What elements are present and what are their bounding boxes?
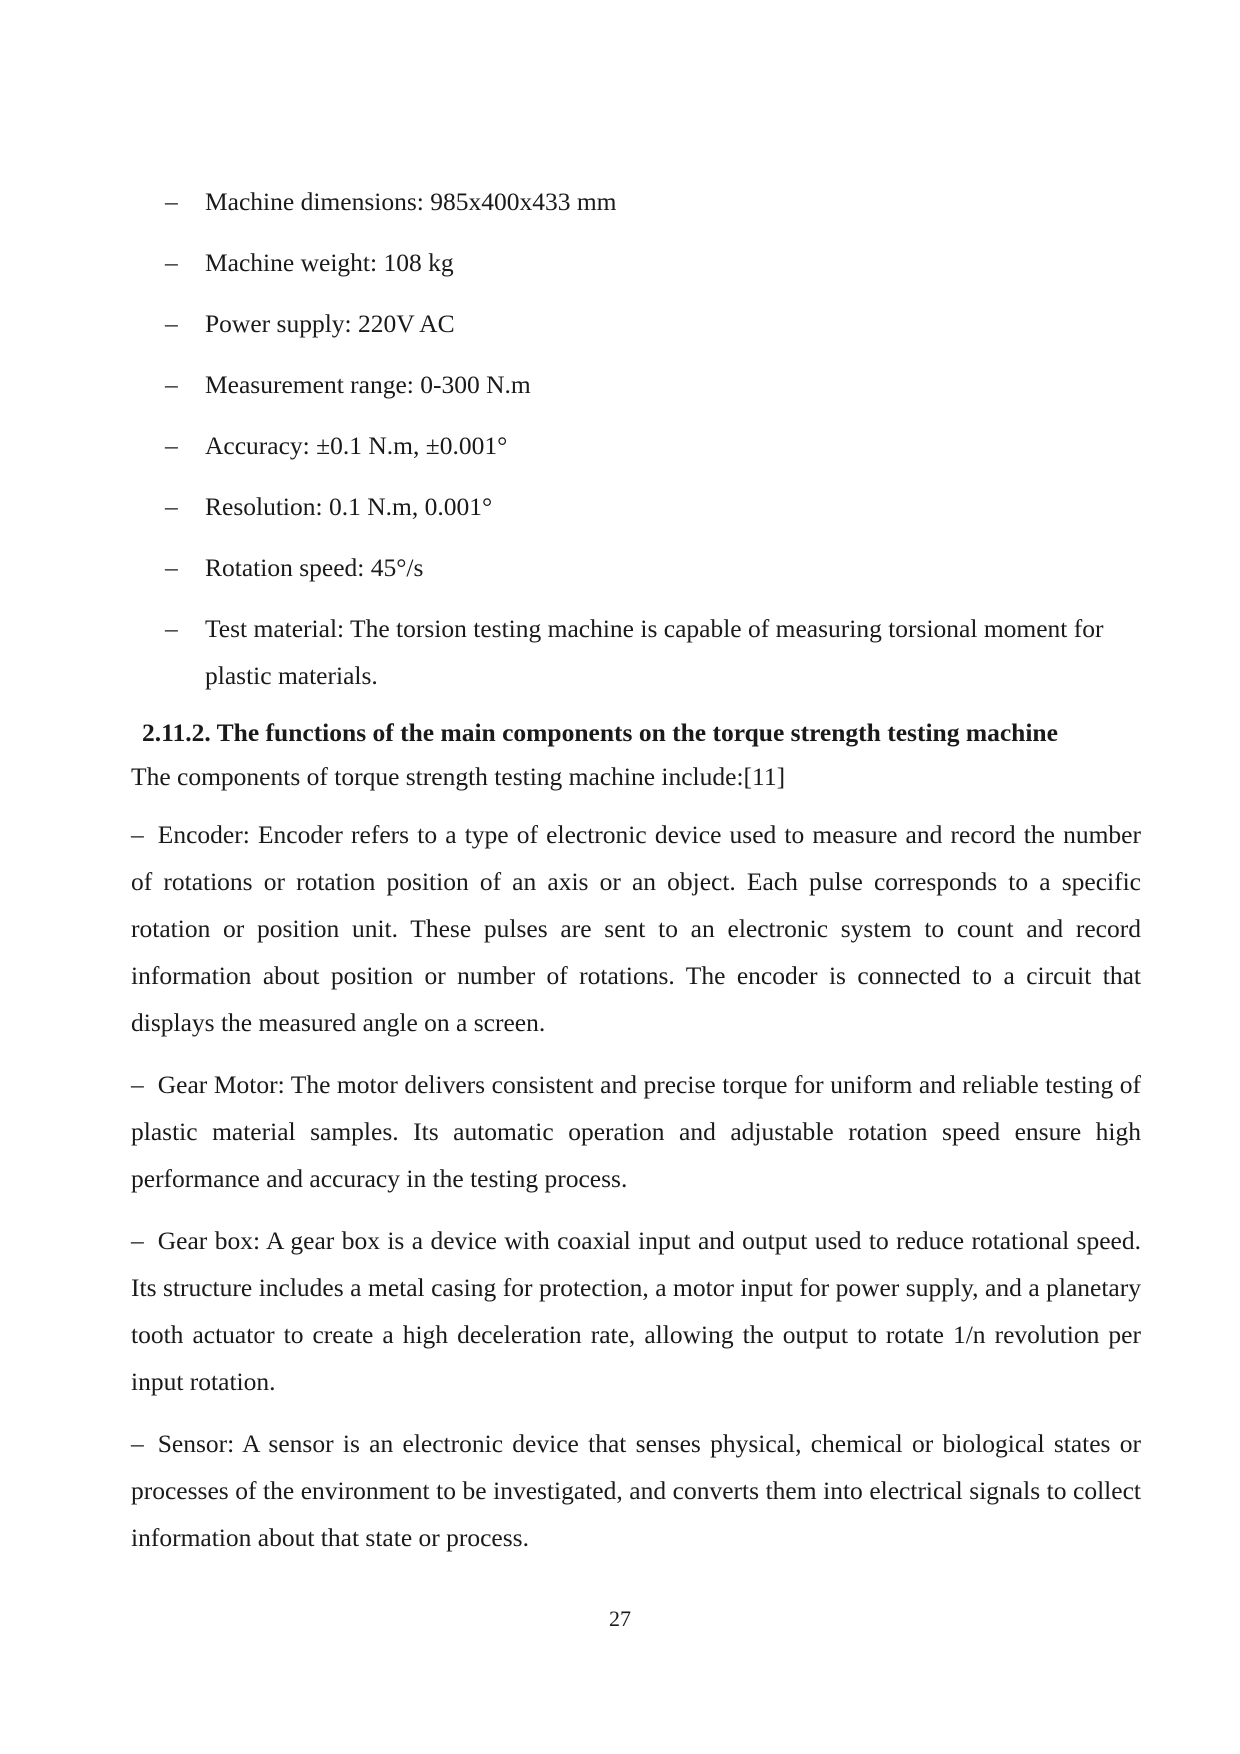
component-text: Sensor: A sensor is an electronic device that senses physical, chemical or biological states or processes of the environment to be investigated, and converts them into electrical signals to collect information about that state or process.	[131, 1429, 1141, 1552]
component-text: Encoder: Encoder refers to a type of electronic device used to measure and record the number of rotations or rotation position of an axis or an object. Each pulse corresponds to a specific rotation or position unit. These pulses are sent to an electronic system to count and record information about position or number of rotations. The encoder is connected to a circuit that displays the measured angle on a screen.	[131, 820, 1141, 1037]
spec-item-measurement-range	[165, 361, 1140, 408]
spec-item-power-supply	[165, 300, 1140, 347]
spec-item-dimensions	[165, 178, 1140, 225]
component-paragraph-sensor	[131, 1420, 1141, 1561]
spec-item-test-material	[165, 605, 1140, 699]
spec-text: Accuracy: ±0.1 N.m, ±0.001°	[205, 431, 508, 460]
list-dash: –	[165, 614, 178, 643]
specification-list	[165, 178, 1140, 713]
spec-text: Measurement range: 0-300 N.m	[205, 370, 531, 399]
list-dash: –	[165, 187, 178, 216]
list-dash: –	[165, 553, 178, 582]
component-paragraph-gear-box	[131, 1217, 1141, 1405]
spec-text: Rotation speed: 45°/s	[205, 553, 424, 582]
component-text: Gear box: A gear box is a device with coaxial input and output used to reduce rotational speed. Its structure includes a metal casing for protection, a motor input for power supply, and a planetary tooth actuator to create a high deceleration rate, allowing the output to rotate 1/n revolution per input rotation.	[131, 1226, 1141, 1396]
spec-text: Machine weight: 108 kg	[205, 248, 454, 277]
component-paragraph-encoder	[131, 811, 1141, 1046]
spec-text: Power supply: 220V AC	[205, 309, 455, 338]
list-dash: –	[165, 370, 178, 399]
component-paragraph-gear-motor	[131, 1061, 1141, 1202]
spec-item-accuracy	[165, 422, 1140, 469]
spec-text: Test material: The torsion testing machine is capable of measuring torsional moment for plastic materials.	[205, 614, 1104, 690]
list-dash: –	[165, 309, 178, 338]
section-intro: The components of torque strength testing machine include:[11]	[131, 762, 786, 791]
list-dash: –	[131, 820, 144, 849]
component-text: Gear Motor: The motor delivers consistent and precise torque for uniform and reliable testing of plastic material samples. Its automatic operation and adjustable rotation speed ensure high performance and accuracy in the testing process.	[131, 1070, 1141, 1193]
spec-item-rotation-speed	[165, 544, 1140, 591]
spec-item-resolution	[165, 483, 1140, 530]
list-dash: –	[165, 492, 178, 521]
spec-item-weight	[165, 239, 1140, 286]
spec-text: Resolution: 0.1 N.m, 0.001°	[205, 492, 493, 521]
list-dash: –	[131, 1070, 144, 1099]
list-dash: –	[165, 248, 178, 277]
list-dash: –	[131, 1226, 144, 1255]
section-heading: 2.11.2. The functions of the main components on the torque strength testing machine	[142, 718, 1058, 747]
spec-text: Machine dimensions: 985x400x433 mm	[205, 187, 617, 216]
page-number: 27	[609, 1606, 631, 1631]
list-dash: –	[165, 431, 178, 460]
list-dash: –	[131, 1429, 144, 1458]
